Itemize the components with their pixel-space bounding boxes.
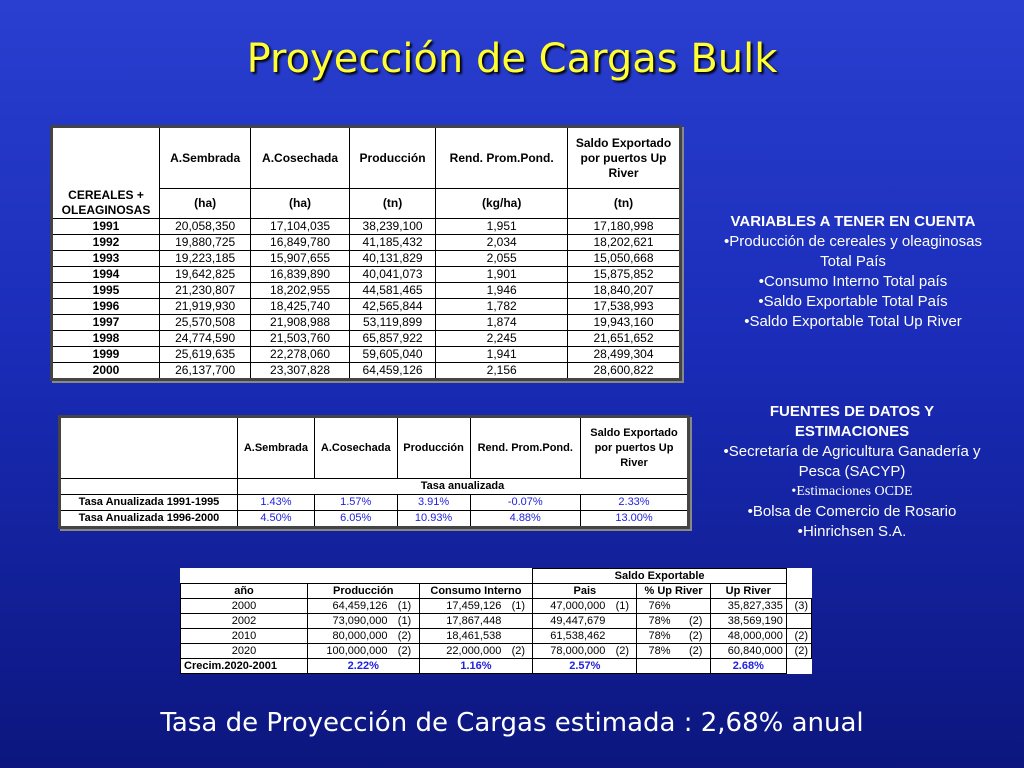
value-cell: 2,055 <box>436 251 568 267</box>
variables-item: • Saldo Exportable Total Up River <box>712 312 994 332</box>
header-up-river: Up River <box>710 584 786 599</box>
value-cell: 21,503,760 <box>251 331 349 347</box>
table-row <box>60 495 689 511</box>
value-cell: 78% <box>637 614 682 629</box>
note-cell: (1) <box>391 599 420 614</box>
value-cell: 18,202,955 <box>251 283 349 299</box>
header-produccion: Producción <box>308 584 420 599</box>
note-cell: (2) <box>504 644 533 659</box>
growth-up-river: 2.68% <box>710 659 786 674</box>
value-cell: 48,000,000 <box>710 629 786 644</box>
value-cell: 17,104,035 <box>251 219 349 235</box>
value-cell: 47,000,000 <box>533 599 609 614</box>
header-pct-up-river: % Up River <box>637 584 710 599</box>
year-cell: 2000 <box>181 599 308 614</box>
table-row <box>181 614 812 629</box>
table-row <box>52 299 681 315</box>
value-cell: 35,827,335 <box>710 599 786 614</box>
rate-value: 3.91% <box>397 495 470 511</box>
variables-item: • Consumo Interno Total país <box>712 272 994 292</box>
value-cell: 44,581,465 <box>349 283 436 299</box>
value-cell: 17,867,448 <box>419 614 504 629</box>
header-produccion: Producción <box>349 127 436 189</box>
slide-title: Proyección de Cargas Bulk <box>246 36 778 82</box>
blank-cell <box>181 569 533 584</box>
value-cell: 2,245 <box>436 331 568 347</box>
rate-value: 2.33% <box>581 495 689 511</box>
value-cell: 28,600,822 <box>568 363 681 380</box>
value-cell: 15,050,668 <box>568 251 681 267</box>
value-cell: 17,538,993 <box>568 299 681 315</box>
fuentes-heading: FUENTES DE DATOS Y ESTIMACIONES <box>769 403 935 440</box>
header-cosechada: A.Cosechada <box>251 127 349 189</box>
value-cell: 21,908,988 <box>251 315 349 331</box>
growth-pais: 2.57% <box>533 659 637 674</box>
header-saldo: Saldo Exportado por puertos Up River <box>568 127 681 189</box>
value-cell: (3) <box>786 599 811 614</box>
table-row <box>52 315 681 331</box>
value-cell: (2) <box>786 644 811 659</box>
value-cell: 78,000,000 <box>533 644 609 659</box>
value-cell: 18,840,207 <box>568 283 681 299</box>
year-cell: 1999 <box>52 347 160 363</box>
table-row <box>52 267 681 283</box>
year-cell: 1991 <box>52 219 160 235</box>
year-cell: 1992 <box>52 235 160 251</box>
table-row <box>60 511 689 528</box>
value-cell: 25,570,508 <box>160 315 251 331</box>
unit-cell: (tn) <box>349 189 436 219</box>
value-cell: 40,041,073 <box>349 267 436 283</box>
value-cell: 17,180,998 <box>568 219 681 235</box>
value-cell: 53,119,899 <box>349 315 436 331</box>
value-cell: 21,651,652 <box>568 331 681 347</box>
table-header-row <box>52 127 681 189</box>
table-row <box>52 331 681 347</box>
table-row <box>181 599 812 614</box>
value-cell: 15,875,852 <box>568 267 681 283</box>
year-cell: 2020 <box>181 644 308 659</box>
value-cell: 22,000,000 <box>419 644 504 659</box>
note-cell: (2) <box>608 644 637 659</box>
value-cell: 21,919,930 <box>160 299 251 315</box>
header-cereales: CEREALES + OLEAGINOSAS <box>52 127 160 219</box>
note-cell: (1) <box>608 599 637 614</box>
value-cell: 49,447,679 <box>533 614 609 629</box>
blank-cell <box>60 479 238 495</box>
value-cell: 1,901 <box>436 267 568 283</box>
year-cell: 1994 <box>52 267 160 283</box>
note-cell: (1) <box>504 599 533 614</box>
note-cell: (2) <box>682 629 711 644</box>
value-cell: 78% <box>637 629 682 644</box>
rates-table <box>58 415 690 529</box>
value-cell: 16,839,890 <box>251 267 349 283</box>
value-cell: 64,459,126 <box>349 363 436 380</box>
rate-label: Tasa Anualizada 1991-1995 <box>60 495 238 511</box>
value-cell: 23,307,828 <box>251 363 349 380</box>
variables-item: • Producción de cereales y oleaginosas Total País <box>712 232 994 272</box>
note-cell: (2) <box>682 614 711 629</box>
value-cell: 1,874 <box>436 315 568 331</box>
note-cell <box>608 614 637 629</box>
header-consumo: Consumo Interno <box>419 584 533 599</box>
value-cell: 17,459,126 <box>419 599 504 614</box>
value-cell: 24,774,590 <box>160 331 251 347</box>
year-cell: 1995 <box>52 283 160 299</box>
group-header-saldo: Saldo Exportable <box>533 569 787 584</box>
value-cell: 64,459,126 <box>308 599 391 614</box>
value-cell: 61,538,462 <box>533 629 609 644</box>
value-cell: 100,000,000 <box>308 644 391 659</box>
note-cell: (2) <box>391 644 420 659</box>
fuentes-item: • Secretaría de Agricultura Ganadería y Pesca (SACYP) <box>702 442 1002 482</box>
value-cell: 2,034 <box>436 235 568 251</box>
note-cell <box>504 629 533 644</box>
header-cosechada: A.Cosechada <box>314 417 397 479</box>
unit-cell: (ha) <box>251 189 349 219</box>
value-cell: 41,185,432 <box>349 235 436 251</box>
value-cell: 21,230,807 <box>160 283 251 299</box>
table-row <box>52 251 681 267</box>
value-cell: 2,156 <box>436 363 568 380</box>
note-cell: (2) <box>682 644 711 659</box>
year-cell: 2000 <box>52 363 160 380</box>
rate-value: 1.43% <box>238 495 315 511</box>
note-cell: (1) <box>391 614 420 629</box>
historical-table <box>50 125 682 381</box>
footer-rate: Tasa de Proyección de Cargas estimada : 2,68% anual <box>160 708 864 738</box>
note-cell <box>608 629 637 644</box>
value-cell: 73,090,000 <box>308 614 391 629</box>
header-blank <box>60 417 238 479</box>
table-row <box>181 644 812 659</box>
growth-label: Crecim.2020-2001 <box>181 659 308 674</box>
note-cell: (2) <box>391 629 420 644</box>
projection-table <box>180 568 812 674</box>
unit-cell: (tn) <box>568 189 681 219</box>
header-sembrada: A.Sembrada <box>238 417 315 479</box>
value-cell: 60,840,000 <box>710 644 786 659</box>
table-row <box>52 363 681 380</box>
table-row <box>52 235 681 251</box>
year-cell: 1996 <box>52 299 160 315</box>
header-saldo: Saldo Exportado por puertos Up River <box>581 417 689 479</box>
value-cell: 28,499,304 <box>568 347 681 363</box>
value-cell <box>786 614 811 629</box>
value-cell: 18,202,621 <box>568 235 681 251</box>
unit-cell: (ha) <box>160 189 251 219</box>
rate-value: 1.57% <box>314 495 397 511</box>
year-cell: 1998 <box>52 331 160 347</box>
variables-block <box>712 212 994 332</box>
table-row <box>181 629 812 644</box>
note-cell <box>682 599 711 614</box>
value-cell: 18,461,538 <box>419 629 504 644</box>
value-cell: 76% <box>637 599 682 614</box>
value-cell: 78% <box>637 644 682 659</box>
value-cell: 80,000,000 <box>308 629 391 644</box>
value-cell: 38,239,100 <box>349 219 436 235</box>
year-cell: 2010 <box>181 629 308 644</box>
value-cell: 1,951 <box>436 219 568 235</box>
value-cell: 20,058,350 <box>160 219 251 235</box>
table-header-row <box>181 584 812 599</box>
fuentes-item: • Bolsa de Comercio de Rosario <box>702 502 1002 522</box>
value-cell: 1,941 <box>436 347 568 363</box>
value-cell: 38,569,190 <box>710 614 786 629</box>
value-cell: 18,425,740 <box>251 299 349 315</box>
variables-item: • Saldo Exportable Total País <box>712 292 994 312</box>
value-cell: 1,946 <box>436 283 568 299</box>
variables-heading: VARIABLES A TENER EN CUENTA <box>730 213 976 230</box>
header-produccion: Producción <box>397 417 470 479</box>
header-pais: Pais <box>533 584 637 599</box>
year-cell: 1993 <box>52 251 160 267</box>
value-cell: 15,907,655 <box>251 251 349 267</box>
table-header-row <box>60 417 689 479</box>
value-cell: 26,137,700 <box>160 363 251 380</box>
rate-value: 4.50% <box>238 511 315 528</box>
rate-value: 4.88% <box>470 511 581 528</box>
header-rend: Rend. Prom.Pond. <box>470 417 581 479</box>
subheader-tasa: Tasa anualizada <box>238 479 689 495</box>
value-cell: 25,619,635 <box>160 347 251 363</box>
rate-label: Tasa Anualizada 1996-2000 <box>60 511 238 528</box>
growth-pct <box>637 659 710 674</box>
value-cell: 59,605,040 <box>349 347 436 363</box>
growth-consumo: 1.16% <box>419 659 533 674</box>
table-row <box>52 219 681 235</box>
value-cell: 19,223,185 <box>160 251 251 267</box>
header-rend: Rend. Prom.Pond. <box>436 127 568 189</box>
rate-value: -0.07% <box>470 495 581 511</box>
growth-row <box>181 659 812 674</box>
value-cell: 42,565,844 <box>349 299 436 315</box>
unit-cell: (kg/ha) <box>436 189 568 219</box>
year-cell: 2002 <box>181 614 308 629</box>
table-row <box>52 347 681 363</box>
rate-value: 10.93% <box>397 511 470 528</box>
fuentes-block <box>702 402 1002 542</box>
value-cell: 19,943,160 <box>568 315 681 331</box>
header-ano: año <box>181 584 308 599</box>
growth-produccion: 2.22% <box>308 659 420 674</box>
value-cell: (2) <box>786 629 811 644</box>
value-cell: 19,880,725 <box>160 235 251 251</box>
group-header-row <box>181 569 812 584</box>
value-cell: 65,857,922 <box>349 331 436 347</box>
note-cell <box>504 614 533 629</box>
table-row <box>52 283 681 299</box>
subheader-row <box>60 479 689 495</box>
value-cell: 40,131,829 <box>349 251 436 267</box>
value-cell: 22,278,060 <box>251 347 349 363</box>
header-sembrada: A.Sembrada <box>160 127 251 189</box>
value-cell: 19,642,825 <box>160 267 251 283</box>
fuentes-item: • Hinrichsen S.A. <box>702 522 1002 542</box>
rate-value: 6.05% <box>314 511 397 528</box>
value-cell: 16,849,780 <box>251 235 349 251</box>
rate-value: 13.00% <box>581 511 689 528</box>
value-cell: 1,782 <box>436 299 568 315</box>
fuentes-item: • Estimaciones OCDE <box>702 482 1002 502</box>
year-cell: 1997 <box>52 315 160 331</box>
